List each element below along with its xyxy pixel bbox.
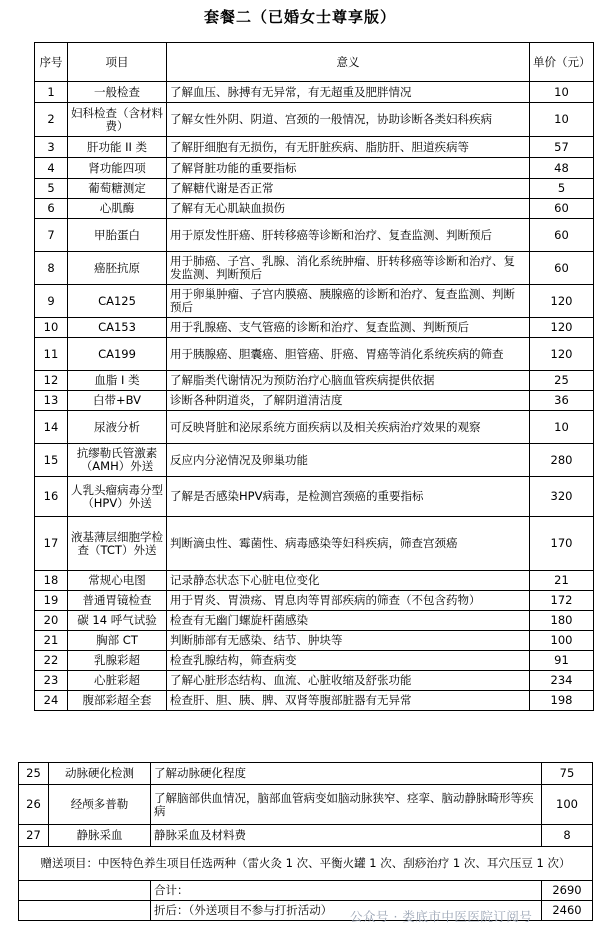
row-no: 10	[35, 318, 68, 338]
row-no: 5	[35, 179, 68, 199]
table-row	[35, 671, 594, 691]
row-item: 心脏彩超	[68, 671, 167, 691]
table-row	[35, 444, 594, 477]
row-meaning: 了解有无心肌缺血损伤	[167, 199, 530, 219]
table-row	[35, 219, 594, 252]
row-no: 25	[19, 763, 49, 785]
row-price: 57	[530, 137, 594, 158]
row-item: 妇科检查（含材料费）	[68, 103, 167, 137]
row-no: 1	[35, 82, 68, 103]
table-row	[35, 591, 594, 611]
row-item: 腹部彩超全套	[68, 691, 167, 711]
table-row	[35, 103, 594, 137]
row-item: 经颅多普勒	[49, 785, 151, 825]
row-no: 27	[19, 825, 49, 847]
row-meaning: 诊断各种阴道炎，了解阴道清洁度	[167, 391, 530, 411]
row-item: 普通胃镜检查	[68, 591, 167, 611]
checkup-table-continued	[18, 762, 593, 921]
header-meaning: 意义	[167, 43, 530, 82]
checkup-table-continued-body	[19, 763, 593, 921]
row-meaning: 静脉采血及材料费	[151, 825, 542, 847]
row-meaning: 了解是否感染HPV病毒，是检测宫颈癌的重要指标	[167, 477, 530, 517]
row-item: 尿液分析	[68, 411, 167, 444]
row-price: 36	[530, 391, 594, 411]
table-row	[35, 318, 594, 338]
row-price: 172	[530, 591, 594, 611]
row-no: 18	[35, 571, 68, 591]
row-no: 16	[35, 477, 68, 517]
row-price: 5	[530, 179, 594, 199]
total-spacer	[19, 881, 151, 901]
row-item: CA153	[68, 318, 167, 338]
row-no: 23	[35, 671, 68, 691]
row-meaning: 用于原发性肝癌、肝转移癌等诊断和治疗、复查监测、判断预后	[167, 219, 530, 252]
total-row	[19, 881, 593, 901]
row-price: 180	[530, 611, 594, 631]
row-item: 液基薄层细胞学检查（TCT）外送	[68, 517, 167, 571]
row-no: 12	[35, 371, 68, 391]
checkup-table-body	[35, 43, 594, 711]
row-item: 癌胚抗原	[68, 252, 167, 285]
table-header-row	[35, 43, 594, 82]
table-row	[19, 763, 593, 785]
row-no: 3	[35, 137, 68, 158]
row-no: 21	[35, 631, 68, 651]
row-price: 100	[542, 785, 593, 825]
gift-row	[19, 847, 593, 881]
table-row	[35, 691, 594, 711]
row-item: 肾功能四项	[68, 158, 167, 179]
table-row	[19, 825, 593, 847]
row-price: 75	[542, 763, 593, 785]
row-item: 抗缪勒氏管激素（AMH）外送	[68, 444, 167, 477]
table-row	[35, 371, 594, 391]
row-meaning: 检查乳腺结构，筛查病变	[167, 651, 530, 671]
header-price: 单价（元）	[530, 43, 594, 82]
row-meaning: 可反映肾脏和泌尿系统方面疾病以及相关疾病治疗效果的观察	[167, 411, 530, 444]
row-item: 心肌酶	[68, 199, 167, 219]
row-meaning: 了解女性外阴、阴道、宫颈的一般情况，协助诊断各类妇科疾病	[167, 103, 530, 137]
row-price: 120	[530, 338, 594, 371]
row-price: 170	[530, 517, 594, 571]
table-row	[35, 338, 594, 371]
row-item: 一般检查	[68, 82, 167, 103]
row-price: 25	[530, 371, 594, 391]
row-no: 14	[35, 411, 68, 444]
row-item: CA199	[68, 338, 167, 371]
row-item: CA125	[68, 285, 167, 318]
row-price: 60	[530, 252, 594, 285]
row-meaning: 了解脂类代谢情况为预防治疗心脑血管疾病提供依据	[167, 371, 530, 391]
row-meaning: 用于胰腺癌、胆囊癌、胆管癌、肝癌、胃癌等消化系统疾病的筛查	[167, 338, 530, 371]
row-item: 肝功能 II 类	[68, 137, 167, 158]
row-meaning: 了解肝细胞有无损伤，有无肝脏疾病、脂肪肝、胆道疾病等	[167, 137, 530, 158]
table-row	[35, 517, 594, 571]
row-item: 葡萄糖测定	[68, 179, 167, 199]
row-price: 60	[530, 219, 594, 252]
row-item: 人乳头瘤病毒分型（HPV）外送	[68, 477, 167, 517]
row-meaning: 了解心脏形态结构、血流、心脏收缩及舒张功能	[167, 671, 530, 691]
header-item: 项目	[68, 43, 167, 82]
row-no: 20	[35, 611, 68, 631]
row-item: 碳 14 呼气试验	[68, 611, 167, 631]
row-price: 48	[530, 158, 594, 179]
row-meaning: 用于胃炎、胃溃疡、胃息肉等胃部疾病的筛查（不包含药物）	[167, 591, 530, 611]
row-item: 动脉硬化检测	[49, 763, 151, 785]
table-row	[35, 252, 594, 285]
row-meaning: 记录静态状态下心脏电位变化	[167, 571, 530, 591]
row-no: 19	[35, 591, 68, 611]
row-item: 胸部 CT	[68, 631, 167, 651]
row-no: 26	[19, 785, 49, 825]
table-row	[35, 82, 594, 103]
row-price: 234	[530, 671, 594, 691]
table-row	[35, 631, 594, 651]
row-no: 8	[35, 252, 68, 285]
row-no: 17	[35, 517, 68, 571]
row-meaning: 检查肝、胆、胰、脾、双肾等腹部脏器有无异常	[167, 691, 530, 711]
discount-value: 2460	[542, 901, 593, 921]
table-row	[35, 477, 594, 517]
row-price: 10	[530, 411, 594, 444]
row-price: 198	[530, 691, 594, 711]
row-meaning: 了解动脉硬化程度	[151, 763, 542, 785]
row-meaning: 用于乳腺癌、支气管癌的诊断和治疗、复查监测、判断预后	[167, 318, 530, 338]
row-no: 11	[35, 338, 68, 371]
row-price: 8	[542, 825, 593, 847]
discount-spacer	[19, 901, 151, 921]
row-meaning: 了解肾脏功能的重要指标	[167, 158, 530, 179]
row-price: 120	[530, 318, 594, 338]
row-meaning: 用于肺癌、子宫、乳腺、消化系统肿瘤、肝转移癌等诊断和治疗、复发监测、判断预后	[167, 252, 530, 285]
row-no: 4	[35, 158, 68, 179]
table-row	[35, 137, 594, 158]
table-row	[35, 651, 594, 671]
row-no: 2	[35, 103, 68, 137]
table-row	[35, 285, 594, 318]
row-item: 静脉采血	[49, 825, 151, 847]
page-title: 套餐二（已婚女士尊享版）	[203, 8, 396, 26]
row-meaning: 判断肺部有无感染、结节、肿块等	[167, 631, 530, 651]
row-meaning: 了解血压、脉搏有无异常，有无超重及肥胖情况	[167, 82, 530, 103]
row-item: 白带+BV	[68, 391, 167, 411]
table-row	[35, 391, 594, 411]
total-label: 合计：	[151, 881, 542, 901]
row-meaning: 了解糖代谢是否正常	[167, 179, 530, 199]
row-meaning: 反应内分泌情况及卵巢功能	[167, 444, 530, 477]
table-row	[35, 158, 594, 179]
row-price: 60	[530, 199, 594, 219]
gift-text: 赠送项目：中医特色养生项目任选两种（雷火灸 1 次、平衡火罐 1 次、刮痧治疗 1 次、耳穴压豆 1 次）	[19, 847, 593, 881]
checkup-table	[34, 42, 594, 711]
row-price: 280	[530, 444, 594, 477]
row-price: 100	[530, 631, 594, 651]
row-meaning: 判断滴虫性、霉菌性、病毒感染等妇科疾病，筛查宫颈癌	[167, 517, 530, 571]
row-price: 320	[530, 477, 594, 517]
row-meaning: 检查有无幽门螺旋杆菌感染	[167, 611, 530, 631]
row-no: 24	[35, 691, 68, 711]
table-row	[35, 179, 594, 199]
row-price: 10	[530, 82, 594, 103]
table-row	[35, 199, 594, 219]
table-row	[35, 411, 594, 444]
header-no: 序号	[35, 43, 68, 82]
row-meaning: 了解脑部供血情况，脑部血管病变如脑动脉狭窄、痉挛、脑动静脉畸形等疾病	[151, 785, 542, 825]
row-price: 120	[530, 285, 594, 318]
discount-label: 折后：（外送项目不参与打折活动）	[151, 901, 542, 921]
row-meaning: 用于卵巢肿瘤、子宫内膜癌、胰腺癌的诊断和治疗、复查监测、判断预后	[167, 285, 530, 318]
row-price: 21	[530, 571, 594, 591]
row-no: 13	[35, 391, 68, 411]
total-value: 2690	[542, 881, 593, 901]
table-row	[19, 785, 593, 825]
table-row	[35, 571, 594, 591]
row-item: 甲胎蛋白	[68, 219, 167, 252]
row-item: 血脂 I 类	[68, 371, 167, 391]
row-no: 7	[35, 219, 68, 252]
row-item: 常规心电图	[68, 571, 167, 591]
row-no: 22	[35, 651, 68, 671]
row-price: 10	[530, 103, 594, 137]
row-no: 15	[35, 444, 68, 477]
row-item: 乳腺彩超	[68, 651, 167, 671]
row-no: 6	[35, 199, 68, 219]
row-no: 9	[35, 285, 68, 318]
table-row	[35, 611, 594, 631]
row-price: 91	[530, 651, 594, 671]
watermark: 公众号 · 娄底市中医医院订阅号	[350, 909, 533, 924]
discount-row	[19, 901, 593, 921]
